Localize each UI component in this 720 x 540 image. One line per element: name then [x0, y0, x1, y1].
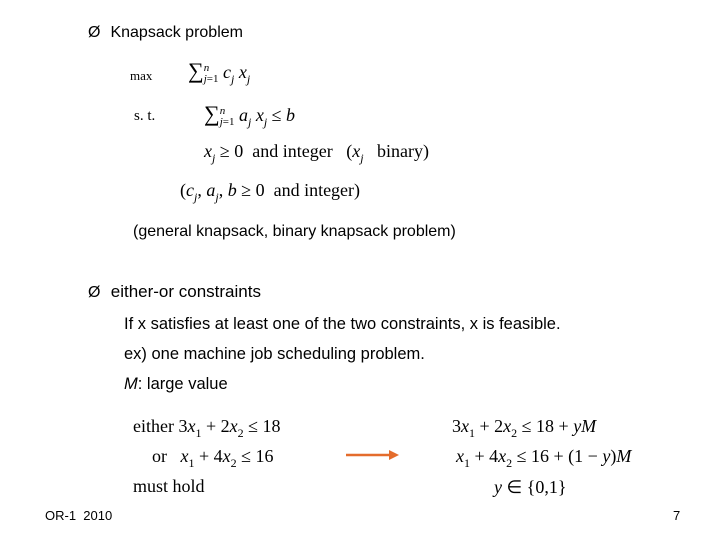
max-label: max: [130, 68, 153, 83]
and-integer-text: and integer: [252, 141, 333, 161]
binary-text: binary: [377, 141, 424, 161]
big-m-symbol: M: [124, 375, 138, 393]
parameter-constraint: ($c_j$, $a_j$, b ≥ 0 and integer): [180, 180, 361, 204]
feasibility-text: If x satisfies at least one of the two constraints, x is feasible.: [124, 315, 561, 333]
or-constraint: or $x_1 + 4x_2 \le 16$: [152, 446, 274, 470]
arrow-bullet-icon: Ø: [88, 24, 101, 41]
implies-arrow-icon: [345, 448, 401, 462]
objective-formula: ∑ n j=1 $c_j$ $x_j$: [188, 58, 251, 86]
capacity-constraint: ∑ n j=1 $a_j$ $x_j \le b$: [204, 101, 296, 129]
footer-course: OR-1 2010: [45, 508, 113, 523]
big-m-text: [124, 375, 228, 394]
either-constraint: either $3x_1 + 2x_2 \le 18$: [133, 416, 281, 440]
subject-to-label: s. t.: [134, 108, 156, 124]
section-either-or-heading: [88, 282, 261, 302]
big-m-constraint-1: $3x_1 + 2x_2 \le 18$ + yM: [452, 416, 597, 440]
variable-constraint: $x_j \ge 0$ and integer ($x_j$ binary): [204, 141, 430, 165]
section-title: either-or constraints: [110, 282, 261, 301]
must-hold-label: must hold: [133, 476, 205, 496]
example-text: ex) one machine job scheduling problem.: [124, 345, 425, 363]
or-label: or: [152, 446, 167, 466]
section-title: Knapsack problem: [110, 24, 243, 41]
params-and-integer-text: and integer: [273, 180, 355, 200]
section-knapsack-heading: [88, 24, 243, 42]
big-m-description: : large value: [137, 375, 228, 393]
big-m-constraint-2: $x_1 + 4x_2 \le 16 + (1 - y)M$: [456, 446, 632, 470]
binary-domain: y ∈ {0,1}: [494, 477, 567, 497]
arrow-bullet-icon: Ø: [88, 284, 101, 301]
page-number: 7: [673, 508, 681, 523]
either-label: either: [133, 416, 174, 436]
knapsack-caption: (general knapsack, binary knapsack problem): [133, 223, 456, 240]
